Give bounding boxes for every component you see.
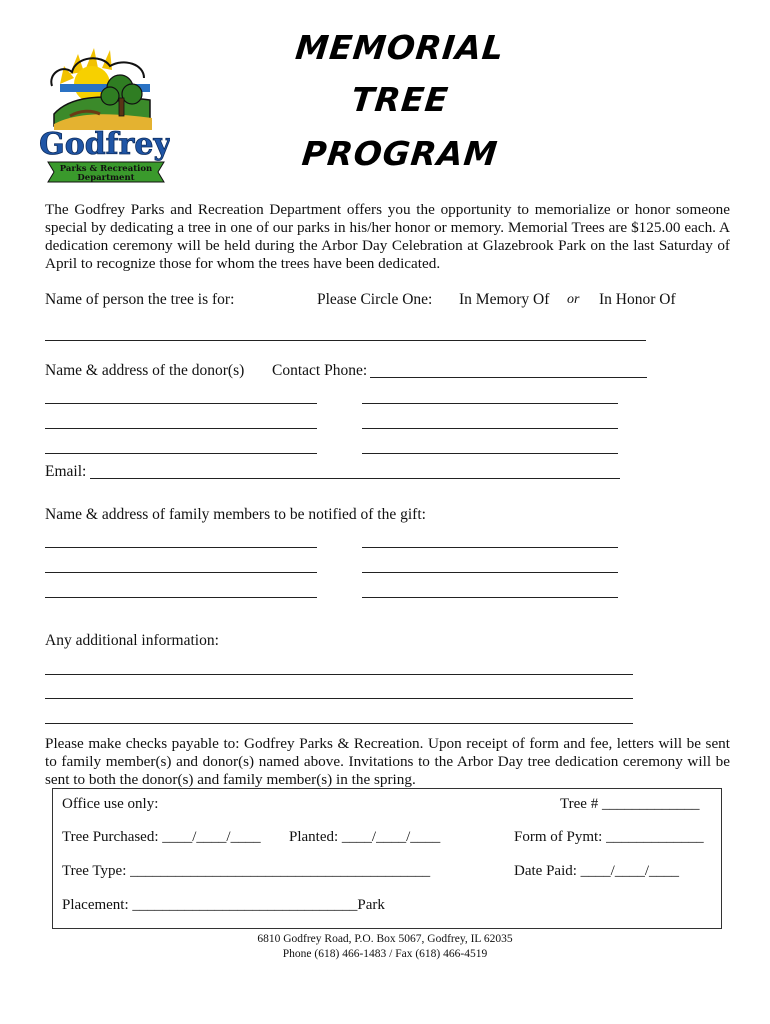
honoree-name-line[interactable] xyxy=(45,340,646,341)
option-in-honor[interactable]: In Honor Of xyxy=(599,291,676,308)
tree-number-field[interactable]: Tree # _____________ xyxy=(560,796,700,812)
donor-address-line-1[interactable] xyxy=(45,403,317,404)
logo-line-2: Department xyxy=(77,173,135,183)
title-line-3: PROGRAM xyxy=(300,134,500,173)
title-line-1: MEMORIAL xyxy=(293,28,507,67)
planted-field[interactable]: Planted: ____/____/____ xyxy=(289,829,441,845)
option-in-memory[interactable]: In Memory Of xyxy=(459,291,550,308)
family-line-3[interactable] xyxy=(45,597,317,598)
donor-label: Name & address of the donor(s) xyxy=(45,362,245,379)
additional-line-2[interactable] xyxy=(45,698,633,699)
payment-note: Please make checks payable to: Godfrey Parks & Recreation. Upon receipt of form and fee, letters will be sent to family member(s) and donor(s) named above. Invitations to the Arbor Day tree dedication ceremony will be sent to both the donor(s) and family member(s) in the spring. xyxy=(45,735,730,788)
logo-wordmark: Godfrey xyxy=(40,127,170,162)
or-text: or xyxy=(567,292,580,307)
form-of-payment-field[interactable]: Form of Pymt: _____________ xyxy=(514,829,704,845)
additional-line-3[interactable] xyxy=(45,723,633,724)
email-label: Email: xyxy=(45,463,87,480)
godfrey-parks-logo xyxy=(40,44,170,186)
tree-purchased-field[interactable]: Tree Purchased: ____/____/____ xyxy=(62,829,261,845)
donor-address-line-2[interactable] xyxy=(45,428,317,429)
contact-phone-line[interactable] xyxy=(370,377,647,378)
circle-one-label: Please Circle One: xyxy=(317,291,433,308)
additional-info-label: Any additional information: xyxy=(45,632,219,649)
family-line-2b[interactable] xyxy=(362,572,618,573)
family-line-3b[interactable] xyxy=(362,597,618,598)
family-line-2[interactable] xyxy=(45,572,317,573)
donor-address-line-1b[interactable] xyxy=(362,403,618,404)
family-line-1[interactable] xyxy=(45,547,317,548)
office-heading: Office use only: xyxy=(62,796,159,812)
date-paid-field[interactable]: Date Paid: ____/____/____ xyxy=(514,863,679,879)
contact-phone-label: Contact Phone: xyxy=(272,362,368,379)
email-line[interactable] xyxy=(90,478,620,479)
donor-address-line-3b[interactable] xyxy=(362,453,618,454)
family-label: Name & address of family members to be notified of the gift: xyxy=(45,506,426,523)
office-use-box xyxy=(52,788,722,929)
logo-line-1: Parks & Recreation xyxy=(59,164,153,174)
donor-address-line-2b[interactable] xyxy=(362,428,618,429)
family-line-1b[interactable] xyxy=(362,547,618,548)
donor-address-line-3[interactable] xyxy=(45,453,317,454)
footer-address: 6810 Godfrey Road, P.O. Box 5067, Godfrey, IL 62035 xyxy=(257,933,513,945)
intro-paragraph: The Godfrey Parks and Recreation Department offers you the opportunity to memorialize or honor someone special by dedicating a tree in one of our parks in his/her honor or memory. Memorial Trees are $125.00 each. A dedication ceremony will be held during the Arbor Day Celebration at Glazebrook Park on the last Saturday of April to recognize those for whom the trees have been dedicated. xyxy=(45,201,730,272)
honoree-label: Name of person the tree is for: xyxy=(45,291,235,308)
placement-field[interactable]: Placement: ______________________________Park xyxy=(62,897,385,913)
additional-line-1[interactable] xyxy=(45,674,633,675)
title-line-2: TREE xyxy=(349,80,451,119)
tree-type-field[interactable]: Tree Type: ________________________________________ xyxy=(62,863,431,879)
footer-phone: Phone (618) 466-1483 / Fax (618) 466-4519 xyxy=(282,948,488,960)
